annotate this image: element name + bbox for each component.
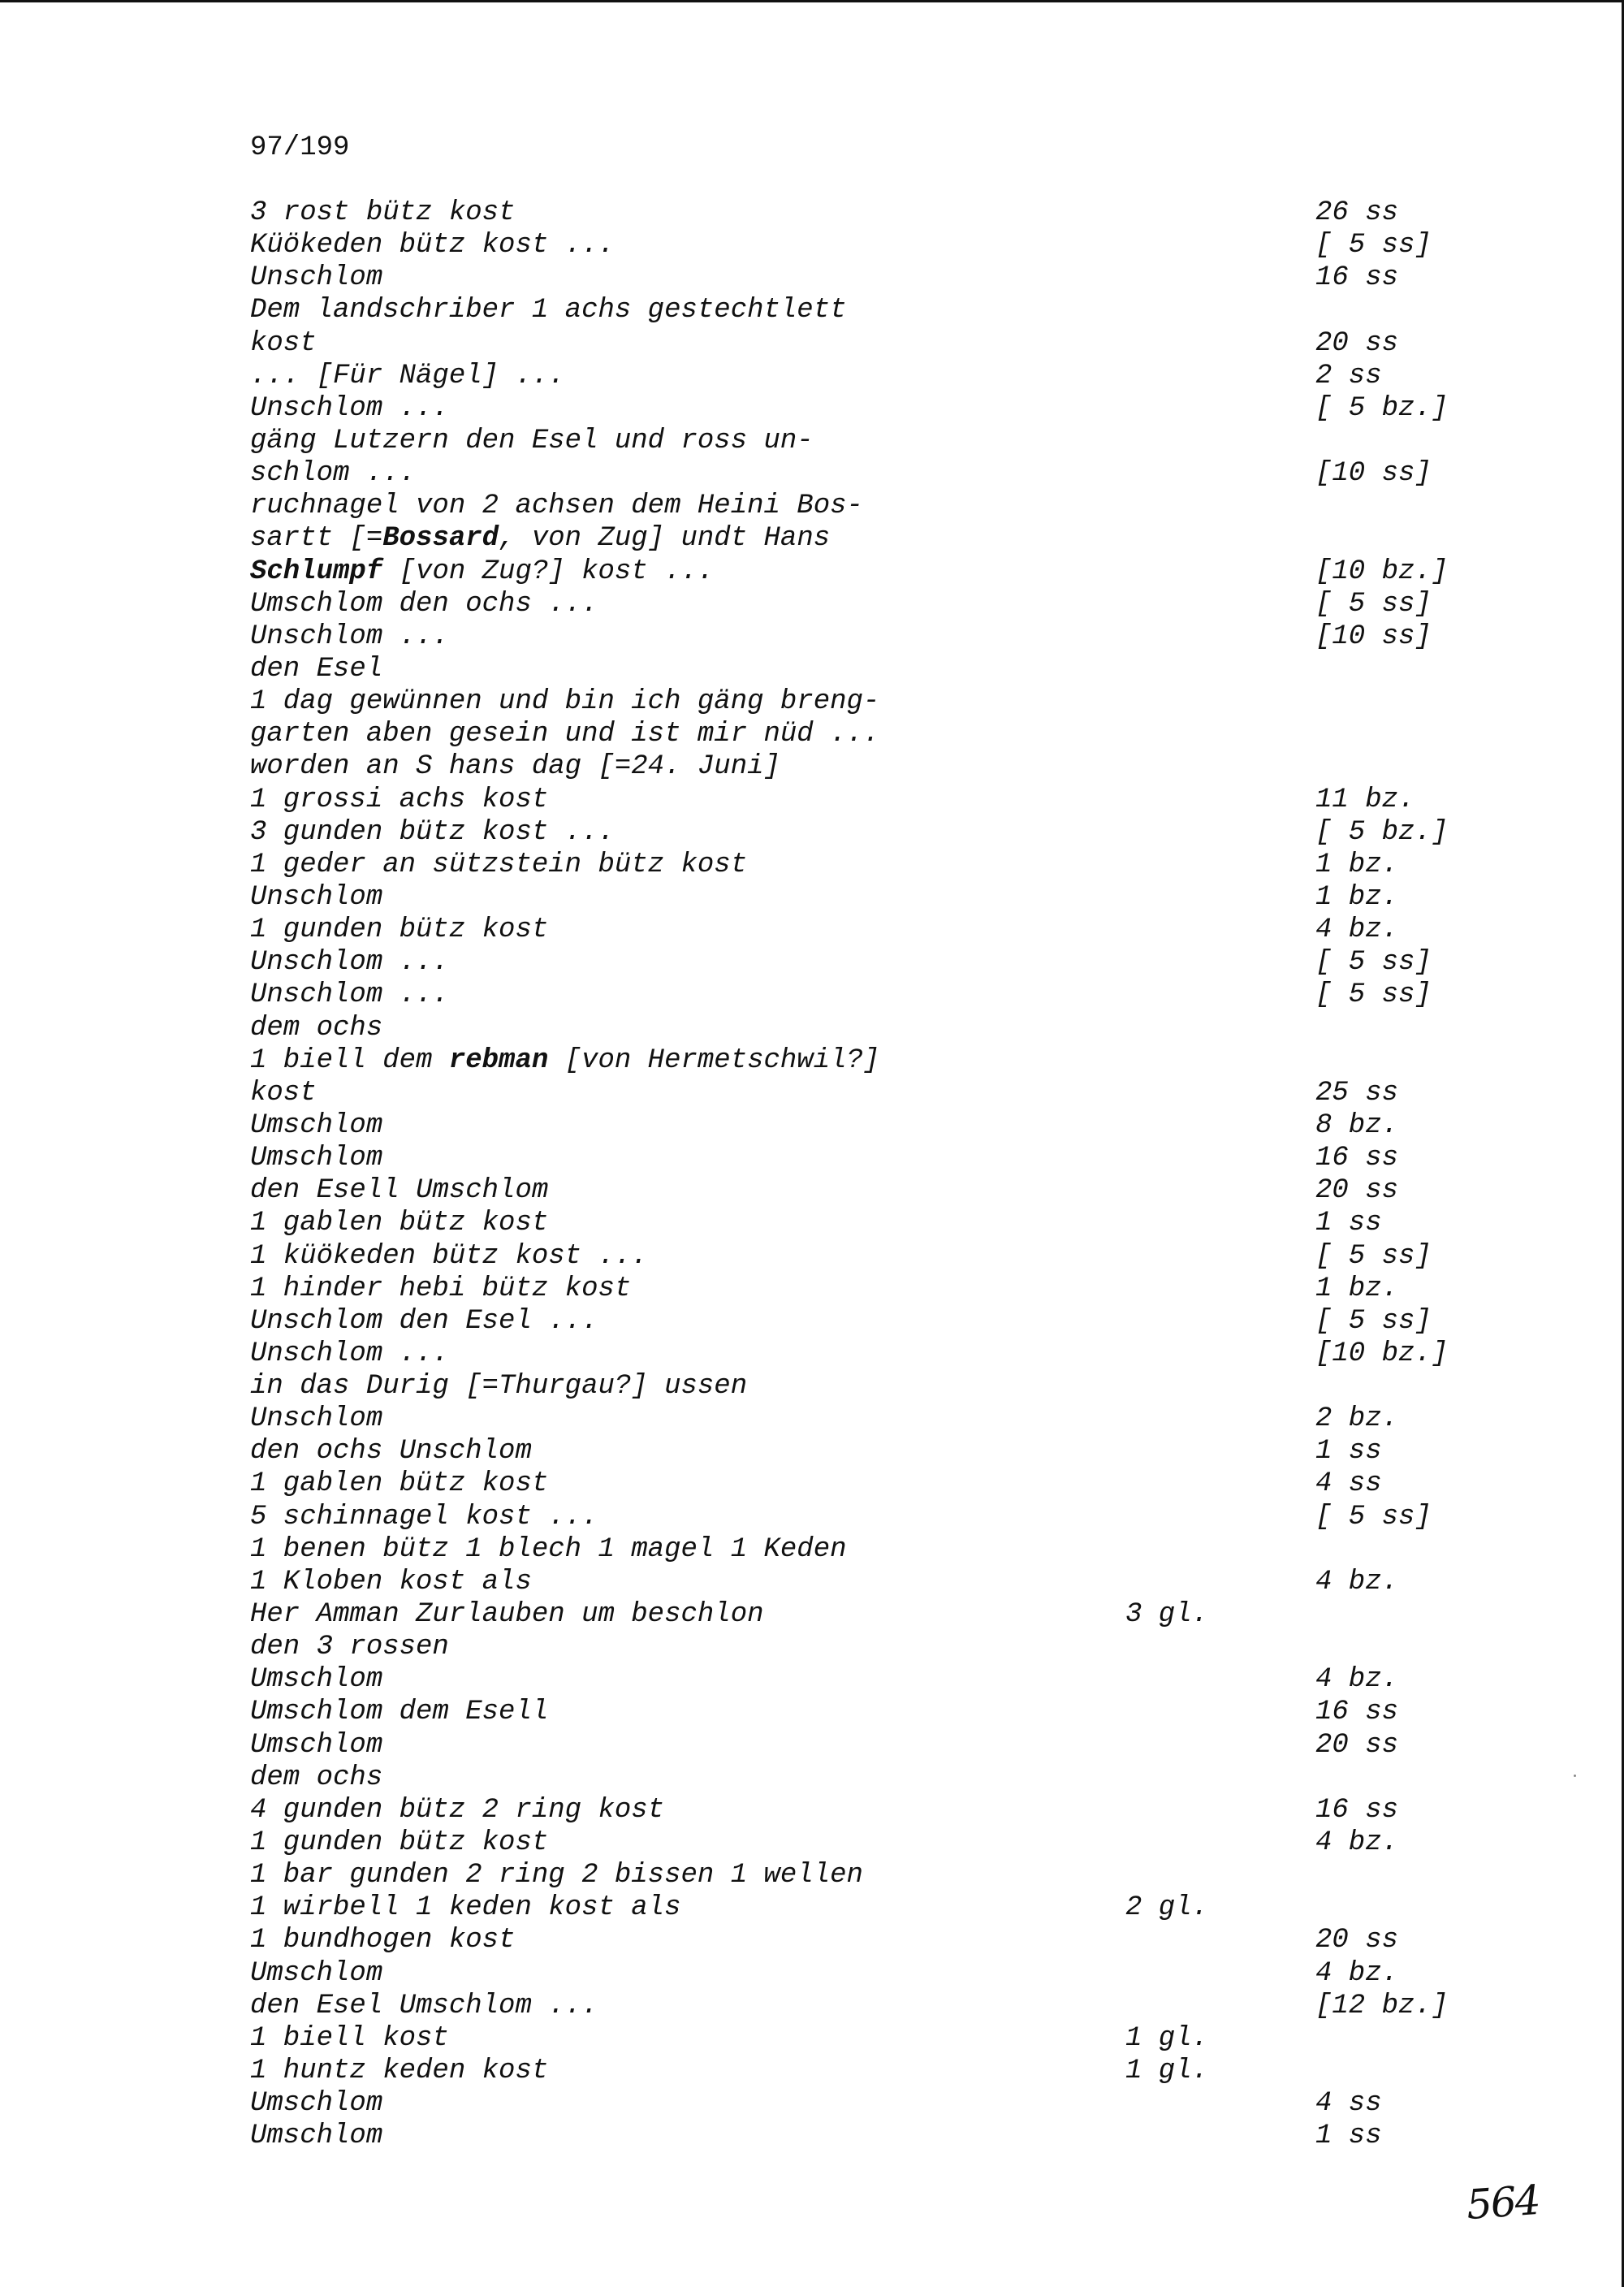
ledger-row [250, 1730, 1468, 1762]
entry-amount: 25 ss [1315, 1077, 1399, 1109]
entry-description [250, 1045, 879, 1076]
entry-amount: 2 ss [1315, 360, 1382, 391]
entry-amount: [ 5 bz.] [1315, 392, 1449, 424]
entry-description: Umschlom [250, 1729, 383, 1761]
entry-description: 1 grossi achs kost [250, 784, 549, 815]
entry-text-pre: 1 biell dem [250, 1044, 449, 1076]
entry-description: Umschlom [250, 1143, 383, 1174]
ledger-row [250, 1013, 1468, 1045]
entry-description: garten aben gesein und ist mir nüd ... [250, 719, 880, 750]
entry-description: Unschlom ... [250, 979, 449, 1011]
entry-text-post: [von Zug?] kost ... [382, 556, 715, 587]
entry-description: gäng Lutzern den Esel und ross un- [250, 425, 814, 456]
entry-amount: [ 5 ss] [1315, 1305, 1432, 1337]
ledger-row [250, 2121, 1468, 2153]
ledger-row [250, 1045, 1468, 1078]
entry-description: ... [Für Nägel] ... [250, 360, 565, 391]
entry-description: Umschlom [250, 1664, 383, 1696]
ledger-row [250, 1632, 1468, 1664]
entry-amount: 1 ss [1315, 1208, 1382, 1239]
entry-description [250, 556, 714, 587]
ledger-row [250, 1403, 1468, 1436]
entry-description: 1 gunden bütz kost [250, 1827, 549, 1859]
entry-amount: [ 5 ss] [1315, 588, 1432, 620]
entry-amount: 16 ss [1315, 1794, 1399, 1826]
entry-amount: 1 ss [1315, 2121, 1382, 2152]
entry-amount: [12 bz.] [1315, 1990, 1449, 2021]
entry-description: den Esell Umschlom [250, 1175, 549, 1207]
entry-gulden-amount: 1 gl. [1125, 2022, 1209, 2054]
ledger-row [250, 1991, 1468, 2023]
entry-description: 1 geder an sützstein bütz kost [250, 849, 748, 880]
ledger-row [250, 1925, 1468, 1957]
entry-amount: 4 bz. [1315, 1664, 1399, 1696]
entry-amount: [10 bz.] [1315, 556, 1449, 587]
ledger-row [250, 1306, 1468, 1338]
ledger-row [250, 1534, 1468, 1567]
ledger-entries [250, 197, 1468, 2153]
entry-description: 3 rost bütz kost [250, 197, 516, 228]
ledger-row [250, 1827, 1468, 1860]
entry-amount: 4 bz. [1315, 1957, 1399, 1989]
entry-description: 1 gablen bütz kost [250, 1468, 549, 1500]
ledger-row [250, 1502, 1468, 1534]
entry-amount: [ 5 ss] [1315, 1240, 1432, 1272]
entry-description: 1 Kloben kost als [250, 1566, 532, 1597]
entry-amount: [ 5 bz.] [1315, 816, 1449, 848]
entry-amount: 4 bz. [1315, 1827, 1399, 1859]
entry-amount: 20 ss [1315, 1175, 1399, 1207]
entry-amount: 4 bz. [1315, 1566, 1399, 1597]
entry-description: Umschlom dem Esell [250, 1697, 549, 1728]
entry-amount: [ 5 ss] [1315, 947, 1432, 979]
ledger-row [250, 1599, 1468, 1632]
entry-description: 1 bundhogen kost [250, 1925, 516, 1956]
entry-name-bold: rebman [448, 1044, 549, 1076]
ledger-row [250, 230, 1468, 262]
ledger-row [250, 621, 1468, 654]
ledger-row [250, 262, 1468, 295]
ledger-row [250, 295, 1468, 327]
ledger-row [250, 2023, 1468, 2056]
ledger-row [250, 1078, 1468, 1110]
entry-amount: [10 ss] [1315, 458, 1432, 490]
ledger-row [250, 1664, 1468, 1697]
entry-description: ruchnagel von 2 achsen dem Heini Bos- [250, 491, 863, 522]
ledger-row [250, 1436, 1468, 1468]
ledger-row [250, 197, 1468, 230]
ledger-row [250, 979, 1468, 1012]
entry-description: worden an S hans dag [=24. Juni] [250, 751, 780, 783]
entry-name-bold: Schlumpf [250, 556, 383, 587]
ledger-row [250, 751, 1468, 784]
entry-amount: 4 bz. [1315, 914, 1399, 946]
ledger-row [250, 1241, 1468, 1273]
entry-amount: 1 bz. [1315, 849, 1399, 880]
entry-description: den Esel [250, 653, 383, 685]
entry-description: Unschlom ... [250, 1338, 449, 1369]
entry-amount: 1 bz. [1315, 881, 1399, 913]
entry-description: kost [250, 327, 317, 359]
entry-description: dem ochs [250, 1012, 383, 1044]
entry-amount: 1 bz. [1315, 1273, 1399, 1304]
entry-amount: 11 bz. [1315, 784, 1415, 815]
ledger-row [250, 1338, 1468, 1371]
entry-description: Küökeden bütz kost ... [250, 230, 615, 262]
entry-description: 1 küökeden bütz kost ... [250, 1240, 648, 1272]
entry-description: Umschlom den ochs ... [250, 588, 598, 620]
entry-gulden-amount: 1 gl. [1125, 2056, 1209, 2087]
entry-description: 1 biell kost [250, 2022, 449, 2054]
entry-description: 5 schinnagel kost ... [250, 1501, 598, 1533]
entry-amount: 8 bz. [1315, 1109, 1399, 1141]
ledger-row [250, 654, 1468, 686]
ledger-row [250, 491, 1468, 523]
entry-description: Umschlom [250, 1109, 383, 1141]
entry-amount: 16 ss [1315, 262, 1399, 294]
entry-description: Umschlom [250, 2121, 383, 2152]
entry-description [250, 523, 830, 554]
entry-amount: [10 bz.] [1315, 1338, 1449, 1369]
entry-description: 1 hinder hebi bütz kost [250, 1273, 632, 1304]
ledger-row [250, 719, 1468, 751]
ledger-row [250, 1175, 1468, 1208]
ledger-row [250, 1958, 1468, 1991]
ledger-row [250, 686, 1468, 719]
entry-description: Unschlom ... [250, 392, 449, 424]
ledger-row [250, 523, 1468, 556]
page-reference: 97/199 [250, 132, 350, 163]
ledger-row [250, 361, 1468, 393]
entry-description: dem ochs [250, 1762, 383, 1793]
entry-description: schlom ... [250, 458, 417, 490]
entry-gulden-amount: 2 gl. [1125, 1892, 1209, 1924]
entry-description: Unschlom [250, 881, 383, 913]
ledger-row [250, 328, 1468, 361]
entry-amount: [10 ss] [1315, 620, 1432, 652]
entry-description: 4 gunden bütz 2 ring kost [250, 1794, 665, 1826]
entry-description: 1 bar gunden 2 ring 2 bissen 1 wellen [250, 1860, 863, 1891]
entry-description: kost [250, 1077, 317, 1109]
entry-description: 1 dag gewünnen und bin ich gäng breng- [250, 686, 880, 718]
ledger-row [250, 426, 1468, 458]
entry-description: 1 gunden bütz kost [250, 914, 549, 946]
entry-description: Unschlom den Esel ... [250, 1305, 598, 1337]
ledger-row [250, 1143, 1468, 1175]
ledger-row [250, 1371, 1468, 1403]
ledger-row [250, 556, 1468, 589]
scan-speck [1574, 1775, 1576, 1777]
ledger-row [250, 1892, 1468, 1925]
ledger-row [250, 589, 1468, 621]
ledger-row [250, 850, 1468, 882]
ledger-row [250, 2056, 1468, 2088]
entry-description: 3 gunden bütz kost ... [250, 816, 615, 848]
entry-text-post: [von Hermetschwil?] [548, 1044, 880, 1076]
entry-amount: 4 ss [1315, 2088, 1382, 2120]
entry-description: in das Durig [=Thurgau?] ussen [250, 1371, 748, 1403]
ledger-row [250, 1860, 1468, 1892]
entry-description: den Esel Umschlom ... [250, 1990, 598, 2021]
ledger-row [250, 1795, 1468, 1827]
ledger-row [250, 1110, 1468, 1143]
entry-description: Umschlom [250, 2088, 383, 2120]
entry-text-pre: sartt [= [250, 523, 383, 555]
entry-amount: [ 5 ss] [1315, 1501, 1432, 1533]
ledger-row [250, 1567, 1468, 1599]
entry-description: Unschlom [250, 262, 383, 294]
ledger-row [250, 785, 1468, 817]
ledger-row [250, 947, 1468, 979]
entry-amount: 20 ss [1315, 1729, 1399, 1761]
entry-name-bold: Bossard [382, 523, 499, 555]
entry-amount: 20 ss [1315, 1925, 1399, 1956]
entry-description: Dem landschriber 1 achs gestechtlett [250, 295, 847, 326]
ledger-row [250, 2088, 1468, 2121]
entry-amount: 20 ss [1315, 327, 1399, 359]
entry-description: Unschlom ... [250, 620, 449, 652]
entry-description: 1 benen bütz 1 blech 1 magel 1 Keden [250, 1533, 847, 1565]
entry-amount: [ 5 ss] [1315, 979, 1432, 1011]
ledger-row [250, 882, 1468, 914]
entry-description: 1 huntz keden kost [250, 2056, 549, 2087]
entry-description: Unschlom ... [250, 947, 449, 979]
entry-text-post: , von Zug] undt Hans [499, 523, 831, 555]
entry-description: Umschlom [250, 1957, 383, 1989]
entry-description: 1 gablen bütz kost [250, 1208, 549, 1239]
entry-amount: 1 ss [1315, 1436, 1382, 1468]
entry-amount: 4 ss [1315, 1468, 1382, 1500]
ledger-row [250, 914, 1468, 947]
entry-description: Her Amman Zurlauben um beschlon [250, 1599, 764, 1631]
ledger-row [250, 1697, 1468, 1729]
entry-description: 1 wirbell 1 keden kost als [250, 1892, 681, 1924]
entry-description: den ochs Unschlom [250, 1436, 532, 1468]
entry-gulden-amount: 3 gl. [1125, 1599, 1209, 1631]
ledger-row [250, 817, 1468, 850]
ledger-row [250, 1468, 1468, 1501]
ledger-row [250, 1762, 1468, 1795]
entry-amount: 2 bz. [1315, 1403, 1399, 1435]
ledger-row [250, 458, 1468, 491]
entry-amount: 26 ss [1315, 197, 1399, 228]
entry-amount: [ 5 ss] [1315, 230, 1432, 262]
ledger-row [250, 1273, 1468, 1306]
entry-amount: 16 ss [1315, 1697, 1399, 1728]
entry-amount: 16 ss [1315, 1143, 1399, 1174]
entry-description: den 3 rossen [250, 1632, 449, 1663]
handwritten-folio-number: 564 [1465, 2176, 1541, 2229]
ledger-row [250, 393, 1468, 426]
ledger-row [250, 1208, 1468, 1240]
entry-description: Unschlom [250, 1403, 383, 1435]
